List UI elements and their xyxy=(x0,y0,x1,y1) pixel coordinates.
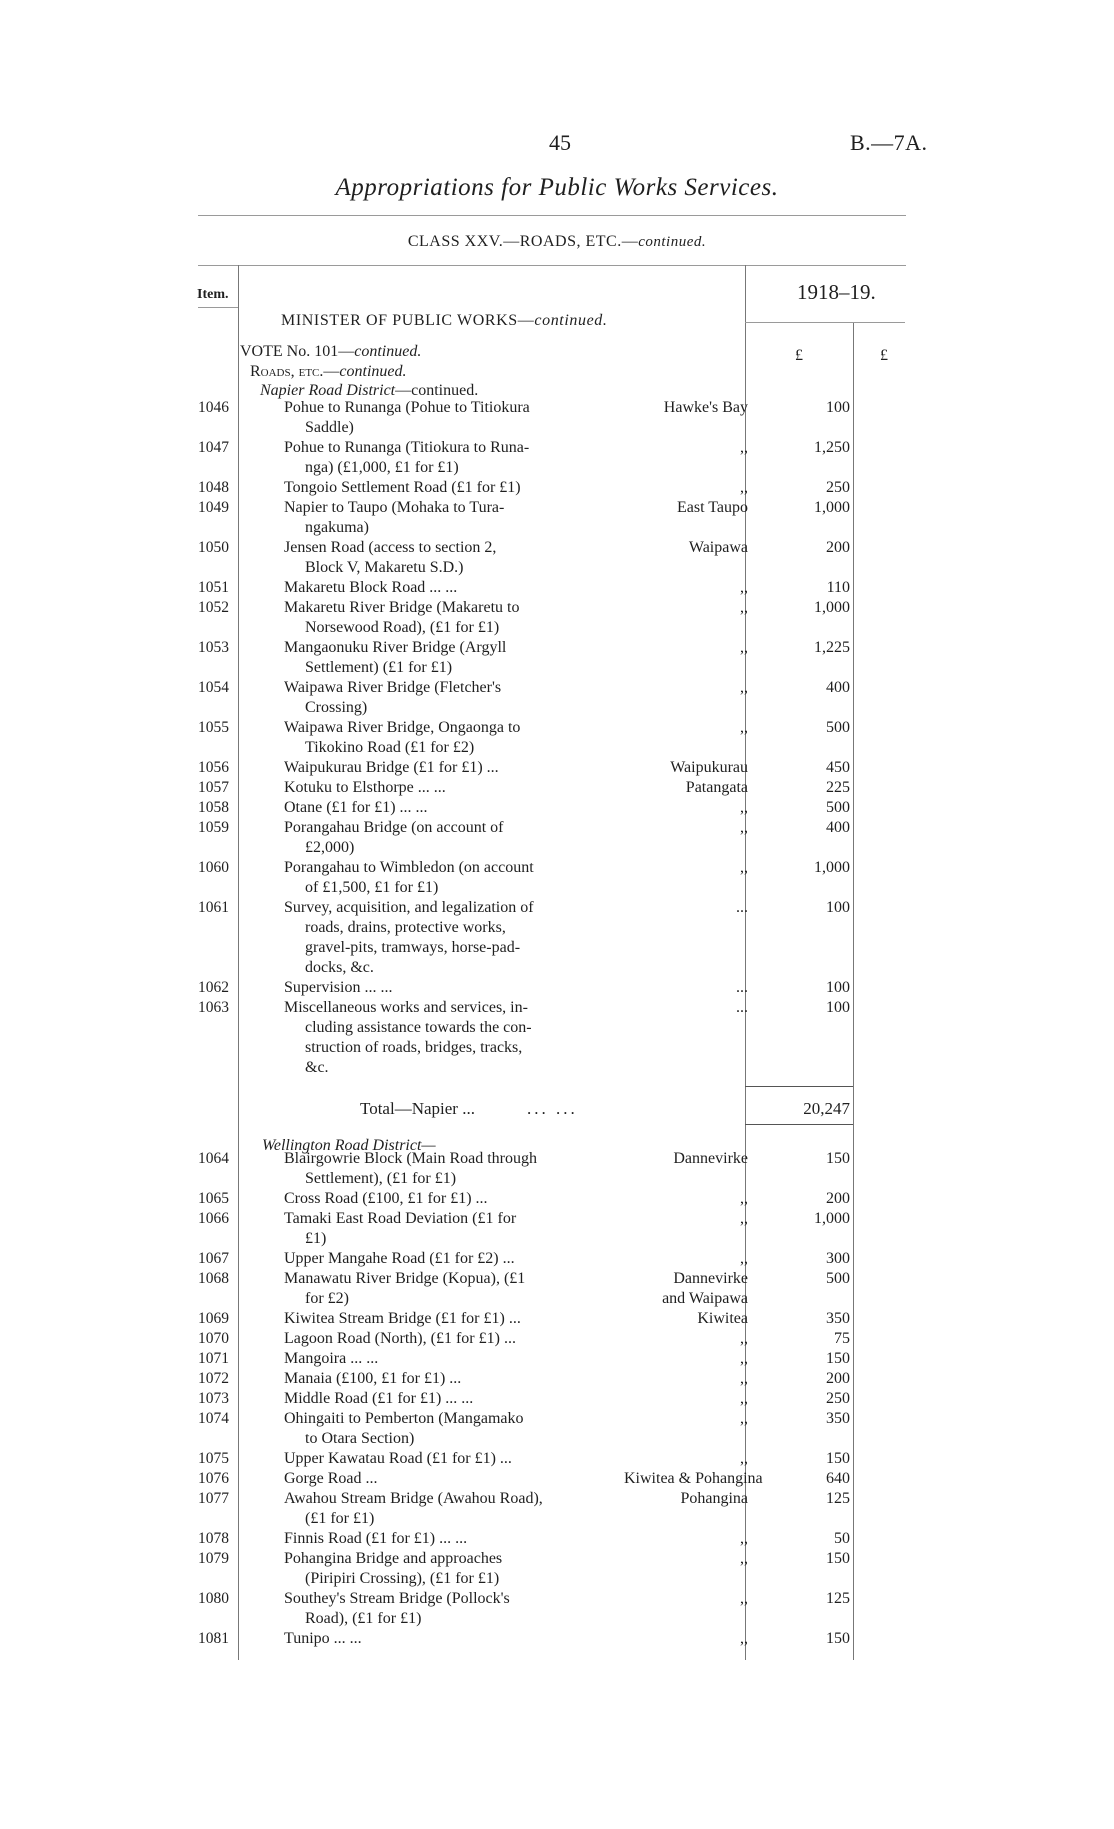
description-continuation: cluding assistance towards the con- xyxy=(305,1019,532,1036)
item-number: 1067 xyxy=(198,1250,229,1267)
item-description xyxy=(284,678,621,718)
description-line: Pohangina Bridge and approaches xyxy=(284,1550,503,1567)
item-description xyxy=(284,1449,621,1469)
district-line: Kiwitea & Pohangina xyxy=(624,1470,763,1487)
electoral-district xyxy=(624,398,748,418)
item-number: 1063 xyxy=(198,999,229,1016)
electoral-district xyxy=(624,798,748,818)
item-number: 1069 xyxy=(198,1310,229,1327)
district-line: ... xyxy=(736,979,748,996)
item-number: 1047 xyxy=(198,439,229,456)
title-rule xyxy=(198,215,906,216)
description-line: Tamaki East Road Deviation (£1 for xyxy=(284,1210,517,1227)
item-number: 1070 xyxy=(198,1330,229,1347)
year-header-rule xyxy=(745,322,905,323)
district-line: ,, xyxy=(740,1530,748,1547)
district-line: ,, xyxy=(740,1550,748,1567)
item-number: 1074 xyxy=(198,1410,229,1427)
item-amount: 125 xyxy=(826,1590,850,1607)
vote-heading-continued: continued. xyxy=(354,343,422,360)
electoral-district xyxy=(624,718,748,738)
description-line: Southey's Stream Bridge (Pollock's xyxy=(284,1590,510,1607)
district-line: ,, xyxy=(740,439,748,456)
district-line: ,, xyxy=(740,1250,748,1267)
item-amount: 1,000 xyxy=(814,499,850,516)
item-description xyxy=(284,398,621,438)
item-amount: 1,000 xyxy=(814,1210,850,1227)
item-amount: 150 xyxy=(826,1150,850,1167)
district-line: Waipukurau xyxy=(670,759,748,776)
item-number: 1079 xyxy=(198,1550,229,1567)
description-line: Porangahau to Wimbledon (on account xyxy=(284,859,534,876)
description-continuation: struction of roads, bridges, tracks, xyxy=(305,1039,523,1056)
item-amount: 300 xyxy=(826,1250,850,1267)
description-line: Cross Road (£100, £1 for £1) ... xyxy=(284,1190,488,1207)
item-amount: 225 xyxy=(826,779,850,796)
document-reference: B.—7A. xyxy=(850,130,928,155)
item-description xyxy=(284,1349,621,1369)
roads-heading xyxy=(250,363,407,381)
district-line: ... xyxy=(736,899,748,916)
item-amount: 125 xyxy=(826,1490,850,1507)
district-line: ,, xyxy=(740,859,748,876)
vote-heading-main: VOTE No. 101— xyxy=(240,343,355,360)
district-line: ,, xyxy=(740,1410,748,1427)
class-heading xyxy=(0,233,1114,251)
electoral-district xyxy=(624,678,748,698)
electoral-district xyxy=(624,498,748,518)
description-line: Awahou Stream Bridge (Awahou Road), xyxy=(284,1490,543,1507)
electoral-district xyxy=(624,998,748,1018)
item-description xyxy=(284,1469,621,1489)
page-title: Appropriations for Public Works Services. xyxy=(335,174,779,201)
description-line: Lagoon Road (North), (£1 for £1) ... xyxy=(284,1330,516,1347)
item-amount: 640 xyxy=(826,1470,850,1487)
item-description xyxy=(284,758,621,778)
napier-district-name: Napier Road District xyxy=(260,382,396,399)
item-number: 1049 xyxy=(198,499,229,516)
district-line: Dannevirke xyxy=(673,1150,748,1167)
item-description xyxy=(284,1189,621,1209)
description-line: Jensen Road (access to section 2, xyxy=(284,539,497,556)
item-amount: 400 xyxy=(826,819,850,836)
item-amount: 350 xyxy=(826,1310,850,1327)
item-description xyxy=(284,1209,621,1249)
minister-heading-continued: continued. xyxy=(534,312,608,329)
electoral-district xyxy=(624,478,748,498)
description-line: Manaia (£100, £1 for £1) ... xyxy=(284,1370,462,1387)
district-line: Pohangina xyxy=(680,1490,748,1507)
description-line: Waipawa River Bridge (Fletcher's xyxy=(284,679,502,696)
district-line: ,, xyxy=(740,1210,748,1227)
description-continuation: roads, drains, protective works, xyxy=(305,919,506,936)
item-number: 1080 xyxy=(198,1590,229,1607)
item-number: 1065 xyxy=(198,1190,229,1207)
district-line: ,, xyxy=(740,1450,748,1467)
description-line: Supervision ... ... xyxy=(284,979,393,996)
item-description xyxy=(284,1269,621,1309)
item-description xyxy=(284,858,621,898)
description-line: Makaretu Block Road ... ... xyxy=(284,579,458,596)
item-amount: 1,250 xyxy=(814,439,850,456)
item-number: 1050 xyxy=(198,539,229,556)
electoral-district xyxy=(624,598,748,618)
description-continuation: Road), (£1 for £1) xyxy=(305,1610,422,1627)
district-line: ,, xyxy=(740,1330,748,1347)
year-column-header: 1918–19. xyxy=(797,280,876,304)
item-number: 1077 xyxy=(198,1490,229,1507)
description-line: Mangaonuku River Bridge (Argyll xyxy=(284,639,507,656)
item-amount: 200 xyxy=(826,1370,850,1387)
napier-total-amount: 20,247 xyxy=(803,1099,850,1118)
item-amount: 150 xyxy=(826,1350,850,1367)
description-continuation: &c. xyxy=(305,1059,329,1076)
description-line: Porangahau Bridge (on account of xyxy=(284,819,504,836)
amount-column-rule xyxy=(853,322,854,1660)
roads-heading-main: Roads, etc.— xyxy=(250,363,340,380)
description-continuation: £2,000) xyxy=(305,839,355,856)
item-number: 1048 xyxy=(198,479,229,496)
item-number: 1059 xyxy=(198,819,229,836)
item-description xyxy=(284,978,621,998)
description-line: Blairgowrie Block (Main Road through xyxy=(284,1150,537,1167)
item-description xyxy=(284,718,621,758)
item-description xyxy=(284,1589,621,1629)
electoral-district xyxy=(624,578,748,598)
district-line: ,, xyxy=(740,799,748,816)
item-description xyxy=(284,598,621,638)
item-header-rule xyxy=(198,307,238,308)
description-continuation: Settlement), (£1 for £1) xyxy=(305,1170,457,1187)
description-line: Upper Mangahe Road (£1 for £2) ... xyxy=(284,1250,515,1267)
item-description xyxy=(284,1549,621,1589)
district-line: ,, xyxy=(740,479,748,496)
electoral-district xyxy=(624,1209,748,1229)
item-amount: 100 xyxy=(826,399,850,416)
item-number: 1061 xyxy=(198,899,229,916)
electoral-district xyxy=(624,438,748,458)
description-continuation: gravel-pits, tramways, horse-pad- xyxy=(305,939,521,956)
district-line: ,, xyxy=(740,579,748,596)
item-number: 1076 xyxy=(198,1470,229,1487)
description-continuation: Tikokino Road (£1 for £2) xyxy=(305,739,475,756)
description-continuation: Settlement) (£1 for £1) xyxy=(305,659,453,676)
item-amount: 250 xyxy=(826,1390,850,1407)
district-line: ,, xyxy=(740,679,748,696)
electoral-district xyxy=(624,1309,748,1329)
item-description xyxy=(284,438,621,478)
item-amount: 100 xyxy=(826,979,850,996)
description-line: Manawatu River Bridge (Kopua), (£1 xyxy=(284,1270,526,1287)
item-number: 1060 xyxy=(198,859,229,876)
vote-heading xyxy=(240,343,421,361)
item-description xyxy=(284,898,621,978)
district-line: ,, xyxy=(740,1370,748,1387)
description-continuation: nga) (£1,000, £1 for £1) xyxy=(305,459,459,476)
item-amount: 150 xyxy=(826,1630,850,1647)
district-line: ,, xyxy=(740,1390,748,1407)
district-line: and Waipawa xyxy=(662,1290,748,1307)
description-line: Waipukurau Bridge (£1 for £1) ... xyxy=(284,759,499,776)
napier-total-dots: ... ... xyxy=(526,1099,578,1118)
item-amount: 150 xyxy=(826,1450,850,1467)
item-amount: 100 xyxy=(826,999,850,1016)
item-number: 1051 xyxy=(198,579,229,596)
item-amount: 500 xyxy=(826,1270,850,1287)
item-amount: 350 xyxy=(826,1410,850,1427)
item-number: 1058 xyxy=(198,799,229,816)
item-number: 1073 xyxy=(198,1390,229,1407)
description-continuation: Crossing) xyxy=(305,699,368,716)
description-line: Makaretu River Bridge (Makaretu to xyxy=(284,599,520,616)
description-line: Napier to Taupo (Mohaka to Tura- xyxy=(284,499,505,516)
description-line: Survey, acquisition, and legalization of xyxy=(284,899,534,916)
item-description xyxy=(284,498,621,538)
item-column-header: Item. xyxy=(197,287,229,302)
item-description xyxy=(284,1249,621,1269)
item-amount: 1,225 xyxy=(814,639,850,656)
wellington-district-name: Wellington Road District— xyxy=(262,1137,436,1154)
item-description xyxy=(284,1149,621,1189)
electoral-district xyxy=(624,1589,748,1609)
electoral-district xyxy=(624,1389,748,1409)
item-description xyxy=(284,1389,621,1409)
total-rule-top xyxy=(745,1086,853,1087)
electoral-district xyxy=(624,1349,748,1369)
item-number: 1053 xyxy=(198,639,229,656)
electoral-district xyxy=(624,1449,748,1469)
electoral-district xyxy=(624,978,748,998)
district-line: East Taupo xyxy=(676,499,748,516)
item-number: 1057 xyxy=(198,779,229,796)
item-number: 1052 xyxy=(198,599,229,616)
item-number: 1072 xyxy=(198,1370,229,1387)
napier-total-label xyxy=(360,1099,578,1119)
electoral-district xyxy=(624,1329,748,1349)
description-continuation: (Piripiri Crossing), (£1 for £1) xyxy=(305,1570,500,1587)
district-line: ,, xyxy=(740,819,748,836)
electoral-district xyxy=(624,1629,748,1649)
description-continuation: Saddle) xyxy=(305,419,354,436)
item-description xyxy=(284,778,621,798)
description-continuation: for £2) xyxy=(305,1290,349,1307)
electoral-district xyxy=(624,1409,748,1429)
item-number: 1054 xyxy=(198,679,229,696)
item-description xyxy=(284,578,621,598)
district-line: ,, xyxy=(740,1630,748,1647)
electoral-district xyxy=(624,758,748,778)
item-number: 1078 xyxy=(198,1530,229,1547)
item-amount: 110 xyxy=(826,579,850,596)
item-description xyxy=(284,1329,621,1349)
description-line: Finnis Road (£1 for £1) ... ... xyxy=(284,1530,468,1547)
description-line: Pohue to Runanga (Titiokura to Runa- xyxy=(284,439,530,456)
district-line: Kiwitea xyxy=(697,1310,748,1327)
description-continuation: Norsewood Road), (£1 for £1) xyxy=(305,619,500,636)
item-amount: 150 xyxy=(826,1550,850,1567)
class-rule xyxy=(198,265,906,266)
description-line: Miscellaneous works and services, in- xyxy=(284,999,528,1016)
item-number: 1081 xyxy=(198,1630,229,1647)
item-description xyxy=(284,998,621,1078)
electoral-district xyxy=(624,1189,748,1209)
electoral-district xyxy=(624,538,748,558)
description-line: Ohingaiti to Pemberton (Mangamako xyxy=(284,1410,524,1427)
item-number: 1064 xyxy=(198,1150,229,1167)
electoral-district xyxy=(624,638,748,658)
description-line: Otane (£1 for £1) ... ... xyxy=(284,799,428,816)
item-description xyxy=(284,1409,621,1449)
description-line: Kiwitea Stream Bridge (£1 for £1) ... xyxy=(284,1310,521,1327)
district-line: ,, xyxy=(740,1190,748,1207)
item-description xyxy=(284,1629,621,1649)
description-continuation: of £1,500, £1 for £1) xyxy=(305,879,439,896)
electoral-district xyxy=(624,858,748,878)
item-number: 1075 xyxy=(198,1450,229,1467)
item-description xyxy=(284,798,621,818)
item-number: 1071 xyxy=(198,1350,229,1367)
roads-heading-continued: continued. xyxy=(339,363,407,380)
item-amount: 450 xyxy=(826,759,850,776)
item-number: 1062 xyxy=(198,979,229,996)
district-line: ,, xyxy=(740,1590,748,1607)
electoral-district xyxy=(624,1249,748,1269)
item-description xyxy=(284,1489,621,1529)
item-description xyxy=(284,1369,621,1389)
description-line: Upper Kawatau Road (£1 for £1) ... xyxy=(284,1450,512,1467)
description-line: Tunipo ... ... xyxy=(284,1630,362,1647)
item-number: 1046 xyxy=(198,399,229,416)
description-continuation: £1) xyxy=(305,1230,327,1247)
item-amount: 75 xyxy=(834,1330,850,1347)
district-line: ,, xyxy=(740,639,748,656)
item-number: 1056 xyxy=(198,759,229,776)
item-description xyxy=(284,1309,621,1329)
electoral-district xyxy=(624,1549,748,1569)
item-amount: 1,000 xyxy=(814,599,850,616)
electoral-district xyxy=(624,898,748,918)
item-amount: 1,000 xyxy=(814,859,850,876)
district-line: Patangata xyxy=(685,779,748,796)
item-description xyxy=(284,1529,621,1549)
item-number: 1068 xyxy=(198,1270,229,1287)
description-line: Tongoio Settlement Road (£1 for £1) xyxy=(284,479,521,496)
item-description xyxy=(284,538,621,578)
district-line: ... xyxy=(736,999,748,1016)
item-description xyxy=(284,478,621,498)
electoral-district xyxy=(624,1529,748,1549)
description-line: Gorge Road ... xyxy=(284,1470,378,1487)
description-line: Pohue to Runanga (Pohue to Titiokura xyxy=(284,399,530,416)
district-line: ,, xyxy=(740,1350,748,1367)
item-description xyxy=(284,638,621,678)
district-line: Dannevirke xyxy=(673,1270,748,1287)
district-line: ,, xyxy=(740,599,748,616)
electoral-district xyxy=(624,1269,748,1309)
description-line: Kotuku to Elsthorpe ... ... xyxy=(284,779,446,796)
description-continuation: (£1 for £1) xyxy=(305,1510,375,1527)
pound-unit-col1: £ xyxy=(795,347,803,364)
electoral-district xyxy=(624,1149,748,1169)
item-amount: 250 xyxy=(826,479,850,496)
napier-district-continued: —continued. xyxy=(395,382,479,399)
item-description xyxy=(284,818,621,858)
minister-heading xyxy=(281,312,608,330)
electoral-district xyxy=(624,818,748,838)
description-line: Mangoira ... ... xyxy=(284,1350,379,1367)
page-number: 45 xyxy=(549,130,571,155)
item-amount: 100 xyxy=(826,899,850,916)
description-line: Middle Road (£1 for £1) ... ... xyxy=(284,1390,474,1407)
item-amount: 200 xyxy=(826,1190,850,1207)
district-line: Waipawa xyxy=(688,539,748,556)
description-continuation: docks, &c. xyxy=(305,959,374,976)
item-amount: 50 xyxy=(834,1530,850,1547)
pound-unit-col2: £ xyxy=(880,347,888,364)
napier-total-text: Total—Napier ... xyxy=(360,1099,475,1118)
electoral-district xyxy=(624,1489,748,1509)
description-line: Waipawa River Bridge, Ongaonga to xyxy=(284,719,521,736)
electoral-district xyxy=(624,1369,748,1389)
item-number: 1066 xyxy=(198,1210,229,1227)
district-line: ,, xyxy=(740,719,748,736)
description-continuation: to Otara Section) xyxy=(305,1430,415,1447)
class-heading-continued: continued. xyxy=(638,234,707,250)
total-rule-bottom xyxy=(745,1124,853,1125)
minister-heading-main: MINISTER OF PUBLIC WORKS— xyxy=(281,312,535,329)
electoral-district xyxy=(624,778,748,798)
electoral-district xyxy=(624,1469,763,1489)
item-amount: 500 xyxy=(826,719,850,736)
item-amount: 500 xyxy=(826,799,850,816)
district-line: Hawke's Bay xyxy=(663,399,748,416)
description-continuation: Block V, Makaretu S.D.) xyxy=(305,559,464,576)
description-continuation: ngakuma) xyxy=(305,519,369,536)
item-amount: 200 xyxy=(826,539,850,556)
class-heading-main: CLASS XXV.—ROADS, ETC.— xyxy=(407,233,639,250)
item-amount: 400 xyxy=(826,679,850,696)
item-number: 1055 xyxy=(198,719,229,736)
